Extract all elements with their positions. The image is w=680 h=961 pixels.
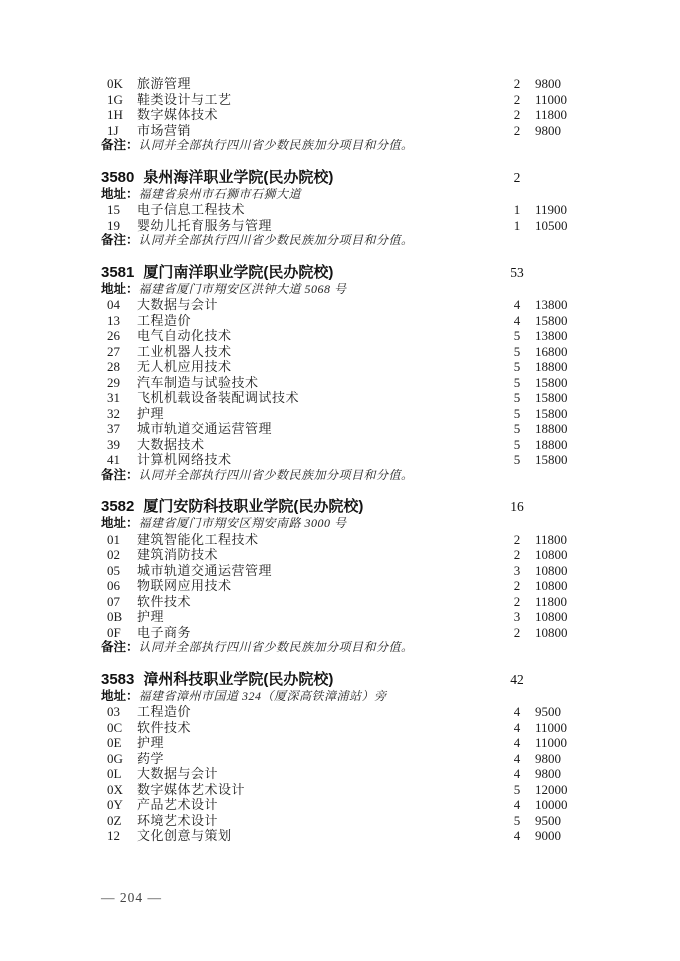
school-section [101,498,579,656]
major-code: 0Z [107,812,122,828]
school-title [101,264,499,282]
major-fee: 10000 [535,797,568,812]
address-text: 福建省厦门市翔安区洪钟大道 5068 号 [138,281,347,296]
major-fee: 11000 [535,735,568,750]
major-fee: 18800 [535,436,568,452]
major-fee: 11800 [535,593,568,609]
school-code: 3582 [101,498,135,515]
major-plan: 5 [513,405,521,421]
major-code: 0X [107,781,123,797]
major-code: 05 [107,562,120,578]
school-section [101,264,579,484]
remark [101,233,579,249]
school-total-plan: 2 [513,169,521,185]
major-code: 0F [107,624,121,640]
remark [101,468,579,484]
major-name: 无人机应用技术 [137,359,232,374]
major-row [101,751,579,767]
major-row [101,76,579,92]
major-name: 护理 [137,735,165,750]
major-row [101,202,579,218]
major-plan: 3 [513,562,521,578]
major-fee: 10800 [535,624,568,640]
major-code: 26 [107,328,120,343]
school-section [101,169,579,249]
major-fee: 10800 [535,609,568,624]
major-plan: 2 [513,624,521,640]
major-plan: 5 [513,421,521,436]
major-plan: 2 [513,578,521,593]
remark-label: 备注： [101,467,139,482]
school-section-continued [101,76,579,154]
major-name: 工业机器人技术 [137,343,232,359]
school-title [101,671,499,689]
major-name: 飞机机载设备装配调试技术 [137,390,300,405]
address-label: 地址： [101,281,139,296]
major-plan: 2 [513,531,521,547]
major-code: 39 [107,436,120,452]
major-name: 城市轨道交通运营管理 [137,562,273,578]
major-plan: 2 [513,76,521,91]
major-row [101,594,579,610]
major-name: 市场营销 [137,122,192,138]
school-name: 泉州海洋职业学院(民办院校) [143,168,334,186]
remark-label: 备注： [101,138,139,152]
major-fee: 11800 [535,531,568,547]
major-plan: 5 [513,781,521,797]
major-name: 软件技术 [137,593,192,609]
address-label: 地址： [101,516,139,530]
major-row [101,828,579,844]
major-plan: 4 [513,766,521,781]
major-row [101,735,579,751]
major-plan: 2 [513,122,521,138]
major-code: 19 [107,217,120,233]
major-fee: 10800 [535,547,568,562]
address-text: 福建省泉州市石狮市石狮大道 [138,186,302,201]
major-plan: 5 [513,328,521,343]
major-fee: 15800 [535,312,568,328]
major-row [101,704,579,720]
major-code: 41 [107,452,120,467]
school-section [101,671,579,844]
major-row [101,297,579,313]
major-fee: 11000 [535,91,568,107]
major-row [101,218,579,234]
major-code: 06 [107,578,120,593]
remark-label: 备注： [101,640,139,654]
school-name: 厦门安防科技职业学院(民办院校) [143,498,364,515]
major-fee: 9800 [535,766,561,781]
major-name: 城市轨道交通运营管理 [137,421,273,436]
school-header [101,671,579,689]
major-name: 建筑智能化工程技术 [137,531,259,547]
major-name: 数字媒体技术 [137,107,219,122]
major-row [101,123,579,139]
school-code: 3583 [101,670,135,688]
major-row [101,547,579,563]
major-plan: 2 [513,91,521,107]
major-plan: 4 [513,828,521,843]
school-name: 漳州科技职业学院(民办院校) [143,670,334,688]
major-name: 大数据与会计 [137,766,219,781]
major-name: 电子商务 [137,624,192,640]
school-address [101,516,579,532]
major-fee: 15800 [535,390,568,405]
major-name: 产品艺术设计 [137,797,219,812]
major-code: 12 [107,828,120,843]
remark [101,640,579,656]
major-fee: 11800 [535,107,568,122]
address-label: 地址： [101,688,139,703]
major-fee: 10800 [535,562,568,578]
major-fee: 13800 [535,297,568,312]
remark-text: 认同并全部执行四川省少数民族加分项目和分值。 [138,467,414,482]
major-code: 0B [107,609,123,624]
school-title [101,169,499,187]
page-footer [101,890,162,906]
school-header [101,498,579,516]
major-code: 02 [107,547,120,562]
school-total-plan: 42 [510,671,524,687]
major-plan: 4 [513,797,521,812]
major-name: 护理 [137,405,165,421]
major-code: 28 [107,359,120,374]
major-code: 29 [107,374,120,390]
major-code: 0L [107,766,122,781]
remark-text: 认同并全部执行四川省少数民族加分项目和分值。 [138,640,414,654]
major-code: 0K [107,76,123,91]
major-name: 电子信息工程技术 [137,202,246,217]
major-row [101,437,579,453]
address-label: 地址： [101,186,139,201]
major-plan: 4 [513,719,521,735]
address-text: 福建省漳州市国道 324（厦深高铁漳浦站）旁 [138,688,387,703]
major-fee: 9500 [535,704,561,719]
major-fee: 15800 [535,374,568,390]
major-name: 计算机网络技术 [137,452,232,467]
major-name: 鞋类设计与工艺 [137,91,232,107]
major-name: 环境艺术设计 [137,812,219,828]
school-total-plan: 16 [510,499,524,514]
major-plan: 4 [513,735,521,750]
major-fee: 15800 [535,405,568,421]
school-address [101,187,579,203]
major-name: 建筑消防技术 [137,547,219,562]
major-name: 电气自动化技术 [137,328,232,343]
major-row [101,625,579,641]
major-name: 旅游管理 [137,76,192,91]
major-name: 工程造价 [137,312,192,328]
major-row [101,421,579,437]
school-address [101,689,579,705]
major-row [101,313,579,329]
major-code: 1H [107,107,123,122]
major-code: 13 [107,312,120,328]
major-fee: 15800 [535,452,568,467]
school-code: 3580 [101,168,135,186]
major-fee: 11000 [535,719,568,735]
major-fee: 18800 [535,421,568,436]
major-row [101,766,579,782]
major-plan: 5 [513,812,521,828]
major-code: 0C [107,719,123,735]
major-fee: 11900 [535,202,568,217]
major-row [101,782,579,798]
major-code: 31 [107,390,120,405]
major-name: 大数据与会计 [137,297,219,312]
major-row [101,797,579,813]
major-fee: 13800 [535,328,568,343]
major-name: 工程造价 [137,704,192,719]
major-code: 03 [107,704,120,719]
major-name: 汽车制造与试验技术 [137,374,259,390]
major-fee: 10500 [535,217,568,233]
major-plan: 4 [513,704,521,719]
remark-text: 认同并全部执行四川省少数民族加分项目和分值。 [138,138,414,152]
major-plan: 2 [513,547,521,562]
major-name: 婴幼儿托育服务与管理 [137,217,273,233]
major-code: 32 [107,405,120,421]
major-fee: 9800 [535,750,561,766]
major-plan: 3 [513,609,521,624]
major-code: 0G [107,750,123,766]
major-row [101,578,579,594]
major-plan: 5 [513,436,521,452]
major-row [101,813,579,829]
remark [101,138,579,154]
major-code: 27 [107,343,120,359]
major-code: 01 [107,531,120,547]
school-total-plan: 53 [510,264,524,280]
major-code: 15 [107,202,120,217]
school-title [101,498,499,516]
school-header [101,169,579,187]
major-name: 物联网应用技术 [137,578,232,593]
major-name: 文化创意与策划 [137,828,232,843]
major-code: 1J [107,122,119,138]
major-code: 0Y [107,797,123,812]
major-row [101,328,579,344]
major-name: 护理 [137,609,165,624]
major-plan: 4 [513,297,521,312]
admission-plan-list [101,76,579,844]
major-fee: 10800 [535,578,568,593]
school-header [101,264,579,282]
major-row [101,720,579,736]
major-row [101,452,579,468]
major-fee: 18800 [535,359,568,374]
major-row [101,609,579,625]
major-fee: 9800 [535,76,561,91]
major-row [101,532,579,548]
major-row [101,375,579,391]
page-number: — 204 — [101,890,162,905]
major-fee: 9000 [535,828,561,843]
major-fee: 9500 [535,812,561,828]
major-row [101,563,579,579]
major-name: 大数据技术 [137,436,205,452]
remark-text: 认同并全部执行四川省少数民族加分项目和分值。 [138,233,414,247]
major-code: 37 [107,421,120,436]
major-plan: 5 [513,374,521,390]
major-name: 数字媒体艺术设计 [137,781,246,797]
major-name: 软件技术 [137,719,192,735]
major-plan: 4 [513,312,521,328]
major-row [101,107,579,123]
major-plan: 2 [513,593,521,609]
major-row [101,359,579,375]
major-plan: 5 [513,359,521,374]
major-code: 0E [107,735,122,750]
school-name: 厦门南洋职业学院(民办院校) [143,263,334,281]
major-row [101,344,579,360]
address-text: 福建省厦门市翔安区翔安南路 3000 号 [138,516,347,530]
major-row [101,390,579,406]
major-plan: 5 [513,343,521,359]
major-plan: 4 [513,750,521,766]
major-plan: 1 [513,202,521,217]
major-plan: 5 [513,390,521,405]
major-fee: 9800 [535,122,561,138]
major-plan: 2 [513,107,521,122]
major-fee: 12000 [535,781,568,797]
major-plan: 1 [513,217,521,233]
major-plan: 5 [513,452,521,467]
remark-label: 备注： [101,233,139,247]
school-address [101,282,579,298]
major-name: 药学 [137,750,165,766]
school-code: 3581 [101,263,135,281]
major-code: 1G [107,91,123,107]
major-fee: 16800 [535,343,568,359]
major-code: 04 [107,297,120,312]
major-code: 07 [107,593,120,609]
major-row [101,92,579,108]
major-row [101,406,579,422]
